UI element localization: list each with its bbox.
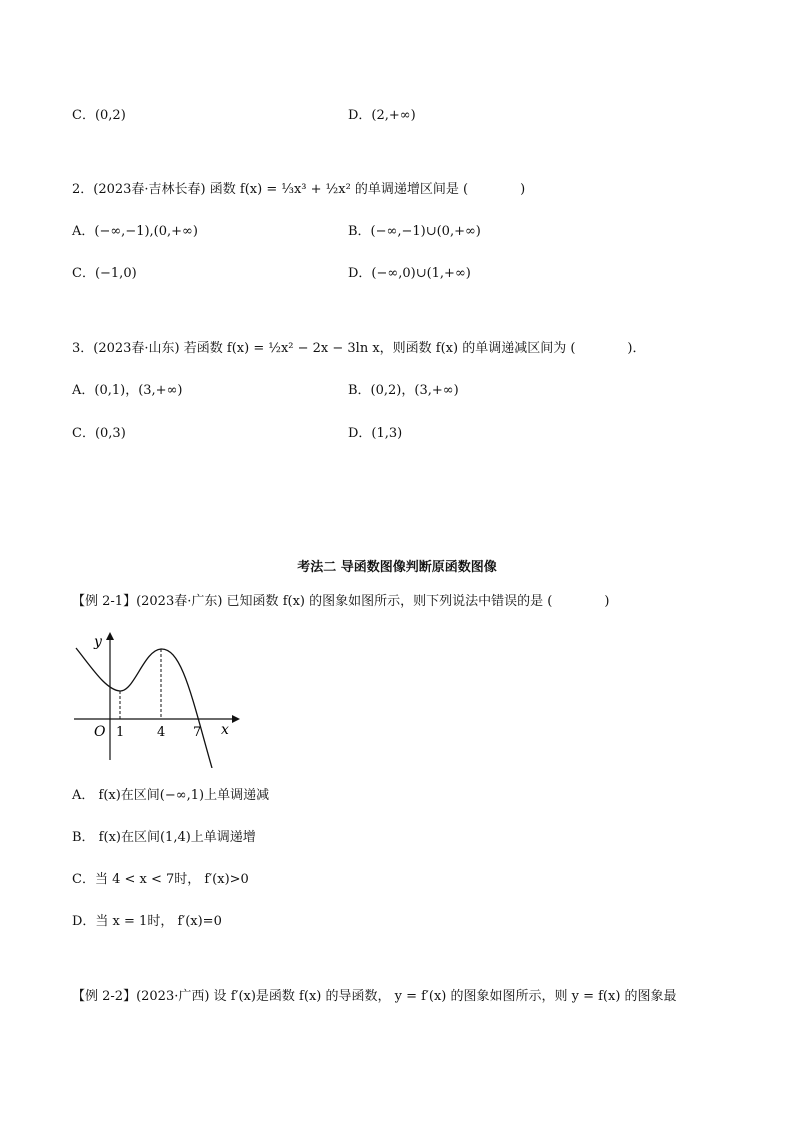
example-2-1-option-c: C．当 4 < x < 7时， f′(x)>0 xyxy=(72,872,249,887)
tick-label-1: 1 xyxy=(116,725,125,740)
q2-option-d: D．(−∞,0)∪(1,+∞) xyxy=(348,266,471,281)
q2-stem: 2．(2023春·吉林长春) 函数 f(x) = ⅓x³ + ½x² 的单调递增区间是 ( ) xyxy=(72,182,526,197)
y-axis-label: y xyxy=(94,634,102,650)
q3-option-b: B．(0,2)，(3,+∞) xyxy=(348,383,459,398)
tick-label-4: 4 xyxy=(157,725,166,740)
curve xyxy=(76,648,212,768)
q3-option-c: C．(0,3) xyxy=(72,426,126,441)
q1-option-c: C．(0,2) xyxy=(72,108,126,123)
example-2-1-option-b: B． f(x)在区间(1,4)上单调递增 xyxy=(72,830,256,845)
example-2-1-option-a: A． f(x)在区间(−∞,1)上单调递减 xyxy=(72,788,270,803)
q3-option-a: A．(0,1)，(3,+∞) xyxy=(72,383,183,398)
q2-option-c: C．(−1,0) xyxy=(72,266,137,281)
function-graph xyxy=(72,628,242,768)
example-2-2-stem: 【例 2-2】(2023·广西) 设 f′(x)是函数 f(x) 的导函数， y = f′(x) 的图象如图所示，则 y = f(x) 的图象最 xyxy=(72,989,677,1004)
example-2-1-option-d: D．当 x = 1时， f′(x)=0 xyxy=(72,914,222,929)
q2-option-a: A．(−∞,−1),(0,+∞) xyxy=(72,224,198,239)
y-axis-arrow-icon xyxy=(106,632,114,640)
x-axis-label: x xyxy=(221,722,229,738)
tick-label-7: 7 xyxy=(193,725,202,740)
q1-option-d: D．(2,+∞) xyxy=(348,108,416,123)
example-2-1-stem: 【例 2-1】(2023春·广东) 已知函数 f(x) 的图象如图所示，则下列说法中错误的是 ( ) xyxy=(72,594,610,609)
q3-stem: 3．(2023春·山东) 若函数 f(x) = ½x² − 2x − 3ln x，则函数 f(x) 的单调递减区间为 ( )． xyxy=(72,341,646,356)
origin-label: O xyxy=(94,724,106,740)
q3-option-d: D．(1,3) xyxy=(348,426,403,441)
x-axis-arrow-icon xyxy=(232,715,240,723)
q2-option-b: B．(−∞,−1)∪(0,+∞) xyxy=(348,224,481,239)
section-title: 考法二 导函数图像判断原函数图像 xyxy=(297,560,497,575)
